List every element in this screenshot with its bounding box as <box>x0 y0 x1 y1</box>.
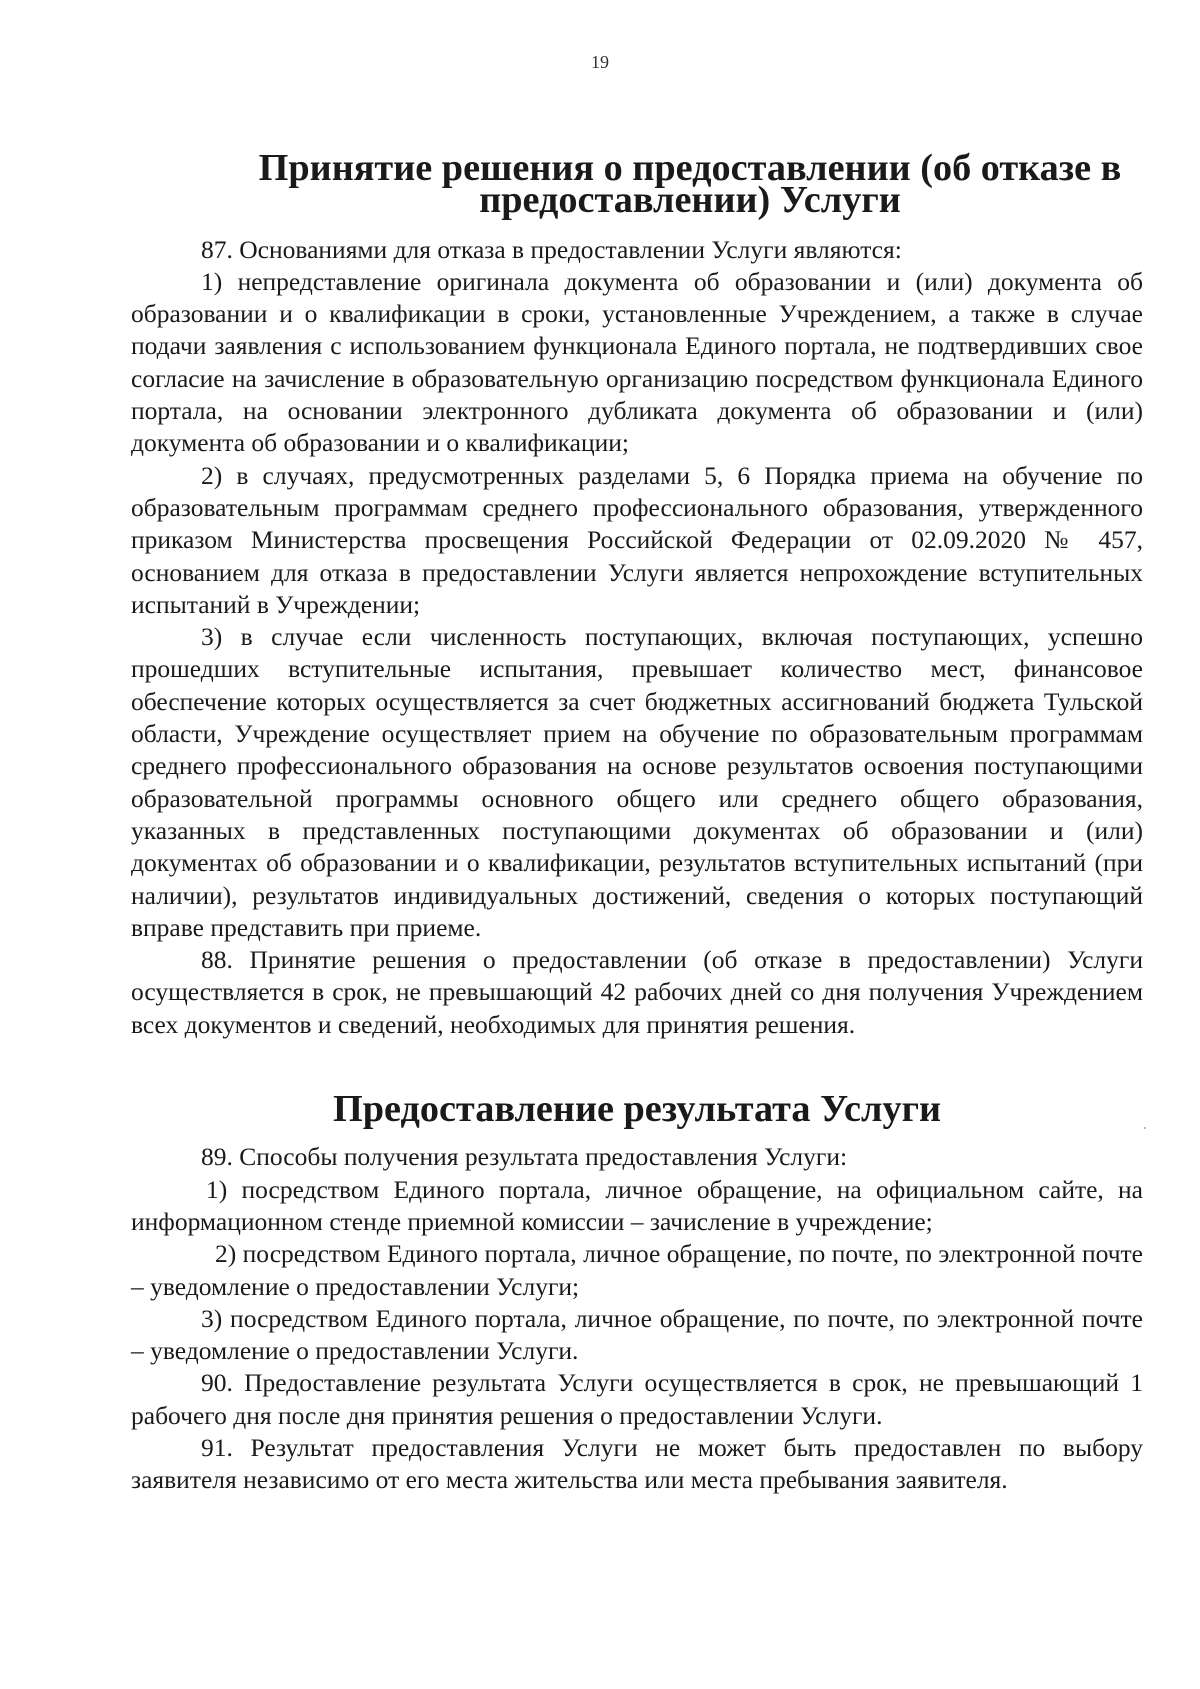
paragraph-87-item-2: 2) в случаях, предусмотренных разделами 5, 6 Порядка приема на обучение по образовательным программам среднего профессионального образования, утвержденного приказом Министерства просвещения Российской Федерации от 02.09.2020 № 457, основанием для отказа в предоставлении Услуги является непрохождение вступительных испытаний в Учреждении; <box>131 460 1143 619</box>
paragraph-89-item-1: 1) посредством Единого портала, личное обращение, на официальном сайте, на информационном стенде приемной комиссии – зачисление в учреждение; <box>131 1174 1143 1236</box>
page-content <box>131 147 1143 1497</box>
section-title-result: Предоставление результата Услуги <box>332 1088 941 1131</box>
paragraph-90: 90. Предоставление результата Услуги осуществляется в срок, не превышающий 1 рабочего дня после дня принятия решения о предоставлении Услуги. <box>131 1368 1143 1430</box>
paragraph-89: 89. Способы получения результата предоставления Услуги: <box>201 1142 848 1172</box>
paragraph-89-item-3: 3) посредством Единого портала, личное обращение, по почте, по электронной почте – уведомление о предоставлении Услуги. <box>131 1303 1143 1366</box>
paragraph-88: 88. Принятие решения о предоставлении (об отказе в предоставлении) Услуги осуществляется в срок, не превышающий 42 рабочих дней со дня получения Учреждением всех документов и сведений, необходимых для принятия решения. <box>131 945 1143 1039</box>
paragraph-89-item-2: 2) посредством Единого портала, личное обращение, по почте, по электронной почте – уведомление о предоставлении Услуги; <box>131 1239 1143 1301</box>
scan-speck <box>1144 1127 1146 1129</box>
section-title-decision: Принятие решения о предоставлении (об отказе в предоставлении) Услуги <box>258 147 1122 222</box>
paragraph-87: 87. Основаниями для отказа в предоставлении Услуги являются: <box>201 234 902 264</box>
page-number: 19 <box>591 52 609 72</box>
paragraph-87-item-1: 1) непредставление оригинала документа об образовании и (или) документа об образовании и о квалификации в сроки, установленные Учреждением, а также в случае подачи заявления с использованием функционала Единого портала, не подтвердивших свое согласие на зачисление в образовательную организацию посредством функционала Единого портала, на основании электронного дубликата документа об образовании и (или) документа об образовании и о квалификации; <box>131 266 1143 458</box>
paragraph-87-item-3: 3) в случае если численность поступающих, включая поступающих, успешно прошедших вступительные испытания, превышает количество мест, финансовое обеспечение которых осуществляется за счет бюджетных ассигнований бюджета Тульской области, Учреждение осуществляет прием на обучение по образовательным программам среднего профессионального образования на основе результатов освоения поступающими образовательной программы основного общего или среднего общего образования, указанных в представленных поступающими документах об образовании и (или) документах об образовании и о квалификации, результатов вступительных испытаний (при наличии), результатов индивидуальных достижений, сведения о которых поступающий вправе представить при приеме. <box>131 622 1143 942</box>
paragraph-91: 91. Результат предоставления Услуги не может быть предоставлен по выбору заявителя независимо от его места жительства или места пребывания заявителя. <box>131 1432 1143 1495</box>
